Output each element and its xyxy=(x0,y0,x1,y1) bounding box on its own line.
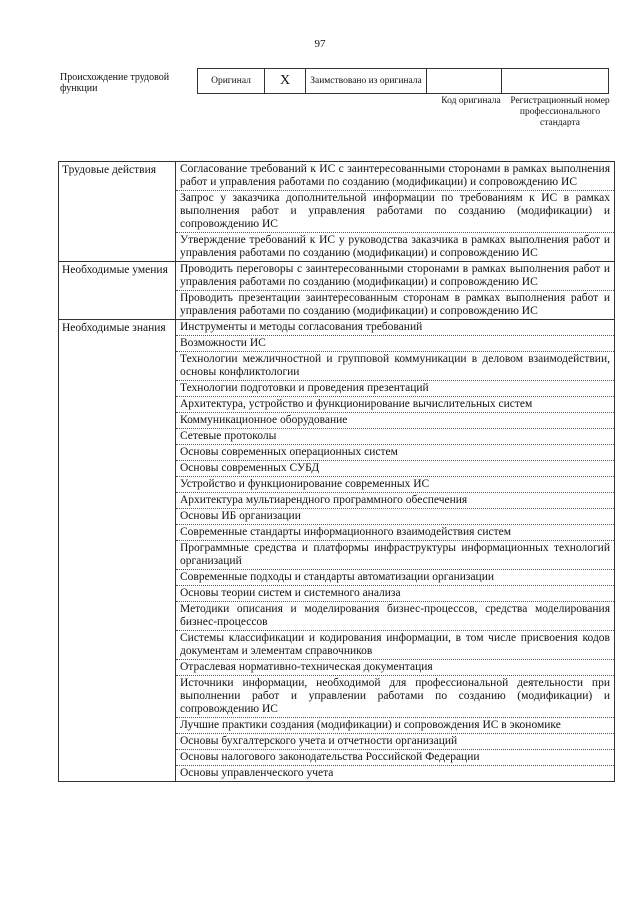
list-item: Источники информации, необходимой для профессиональной деятельности при выполнении работ и управлении работами по созданию (модификации) и сопровождению ИС xyxy=(176,676,614,718)
origin-original-cell: Оригинал xyxy=(198,69,265,94)
list-item: Согласование требований к ИС с заинтересованными сторонами в рамках выполнения работ и управления работами по созданию (модификации) и сопровождению ИС xyxy=(176,162,614,191)
list-item: Лучшие практики создания (модификации) и сопровождения ИС в экономике xyxy=(176,718,614,734)
list-item: Технологии межличностной и групповой коммуникации в деловом взаимодействии, основы конфликтологии xyxy=(176,352,614,381)
list-item: Основы ИБ организации xyxy=(176,509,614,525)
section-label: Необходимые умения xyxy=(59,262,176,320)
section-row xyxy=(59,262,615,320)
list-item: Коммуникационное оборудование xyxy=(176,413,614,429)
section-items xyxy=(176,320,615,782)
list-item: Основы налогового законодательства Российской Федерации xyxy=(176,750,614,766)
list-item: Запрос у заказчика дополнительной информации по требованиям к ИС в рамках выполнения работ и управления работами по созданию (модификации) и сопровождению ИС xyxy=(176,191,614,233)
list-item: Архитектура мультиарендного программного обеспечения xyxy=(176,493,614,509)
origin-borrowed-cell: Заимствовано из оригинала xyxy=(306,69,427,94)
list-item: Архитектура, устройство и функционирование вычислительных систем xyxy=(176,397,614,413)
list-item: Современные подходы и стандарты автоматизации организации xyxy=(176,570,614,586)
list-item: Основы современных СУБД xyxy=(176,461,614,477)
section-row xyxy=(59,320,615,782)
origin-table xyxy=(197,68,609,94)
page-number: 97 xyxy=(314,38,326,50)
section-label: Необходимые знания xyxy=(59,320,176,782)
list-item: Устройство и функционирование современных ИС xyxy=(176,477,614,493)
list-item: Программные средства и платформы инфраструктуры информационных технологий организаций xyxy=(176,541,614,570)
list-item: Основы современных операционных систем xyxy=(176,445,614,461)
list-item: Проводить презентации заинтересованным сторонам в рамках выполнения работ и управления работами по созданию (модификации) и сопровождению ИС xyxy=(180,292,610,317)
section-row xyxy=(59,162,615,262)
origin-label: Происхождение трудовой функции xyxy=(60,72,170,94)
list-item: Методики описания и моделирования бизнес-процессов, средства моделирования бизнес-процессов xyxy=(176,602,614,631)
list-item: Сетевые протоколы xyxy=(176,429,614,445)
list-item: Технологии подготовки и проведения презентаций xyxy=(176,381,614,397)
list-item: Проводить переговоры с заинтересованными сторонами в рамках выполнения работ и управления работами по созданию (модификации) и сопровождению ИС xyxy=(176,262,614,291)
function-details-table xyxy=(58,161,615,782)
section-label: Трудовые действия xyxy=(59,162,176,262)
section-items xyxy=(176,262,615,320)
list-item: Возможности ИС xyxy=(176,336,614,352)
origin-code-cell xyxy=(427,69,502,94)
list-item: Современные стандарты информационного взаимодействия систем xyxy=(176,525,614,541)
list-item: Отраслевая нормативно-техническая документация xyxy=(176,660,614,676)
list-item: Инструменты и методы согласования требований xyxy=(176,320,614,336)
origin-reg-cell xyxy=(502,69,609,94)
list-item: Основы бухгалтерского учета и отчетности организаций xyxy=(176,734,614,750)
list-item: Системы классификации и кодирования информации, в том числе присвоения кодов документам и элементам справочников xyxy=(176,631,614,660)
reg-number-caption: Регистрационный номер профессионального стандарта xyxy=(510,96,610,128)
list-item: Основы управленческого учета xyxy=(180,767,334,779)
code-caption: Код оригинала xyxy=(441,96,501,106)
origin-mark-cell: X xyxy=(265,69,306,94)
list-item: Утверждение требований к ИС у руководства заказчика в рамках выполнения работ и управления работами по созданию (модификации) и сопровождению ИС xyxy=(180,234,610,259)
list-item: Основы теории систем и системного анализа xyxy=(176,586,614,602)
section-items xyxy=(176,162,615,262)
